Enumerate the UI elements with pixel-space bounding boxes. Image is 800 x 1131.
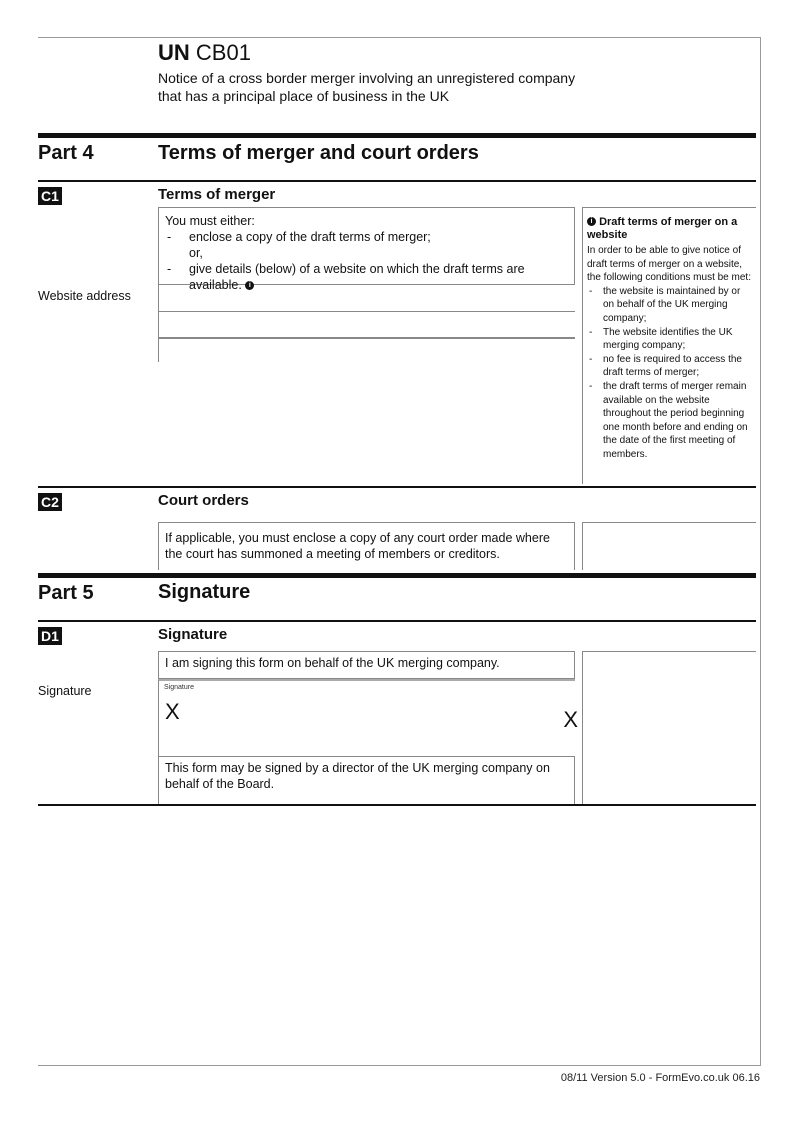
form-code-bold: UN [158, 40, 190, 65]
c1-instructions [158, 207, 575, 292]
info-icon: i [245, 281, 254, 290]
d1-title: Signature [158, 626, 228, 643]
c1-side-intro: In order to be able to give notice of draft terms of merger on a website, the following conditions must be met: [587, 245, 751, 284]
website-address-label: Website address [38, 289, 131, 303]
c2-side-panel [582, 522, 756, 570]
part5-label: Part 5 [38, 582, 94, 604]
d1-rule [38, 620, 756, 622]
website-address-field-2[interactable] [158, 312, 575, 338]
d1-badge: D1 [38, 627, 62, 645]
c1-side-condition: the website is maintained by or on behalf of the UK merging company; [603, 285, 741, 324]
d1-note: This form may be signed by a director of the UK merging company on behalf of the Board. [158, 756, 575, 804]
c2-badge: C2 [38, 493, 62, 511]
c1-rule [38, 180, 756, 182]
form-description-line1: Notice of a cross border merger involving an unregistered company [158, 70, 576, 86]
signature-start-x: X [165, 699, 180, 724]
d1-bottom-rule [38, 804, 756, 806]
signature-caption: Signature [164, 684, 194, 691]
d1-statement: I am signing this form on behalf of the UK merging company. [158, 651, 575, 679]
part5-rule [38, 573, 756, 578]
signature-end-x: X [563, 707, 578, 732]
footer-version: 08/11 Version 5.0 - FormEvo.co.uk 06.16 [560, 1072, 760, 1084]
c1-instructions-lead: You must either: [165, 214, 255, 228]
part5-title: Signature [158, 581, 251, 603]
form-description-line2: that has a principal place of business in the UK [158, 88, 450, 104]
website-address-field-3[interactable] [158, 338, 575, 362]
part4-title: Terms of merger and court orders [158, 142, 479, 164]
c1-or: or, [189, 246, 203, 260]
c1-side-panel [582, 207, 756, 484]
c1-title: Terms of merger [158, 186, 276, 203]
signature-label: Signature [38, 684, 92, 698]
part4-rule [38, 133, 756, 138]
c2-text: If applicable, you must enclose a copy of any court order made where the court has summoned a meeting of members or creditors. [158, 522, 575, 570]
c2-title: Court orders [158, 492, 249, 509]
side-info-icon: i [587, 217, 596, 226]
c1-option1: enclose a copy of the draft terms of merger; [189, 230, 431, 244]
form-code [158, 40, 251, 66]
part4-label: Part 4 [38, 142, 94, 164]
c1-side-condition: The website identifies the UK merging company; [603, 326, 733, 352]
c1-side-condition: the draft terms of merger remain available on the website throughout the period beginning one month before and ending on the date of the first meeting of members. [603, 380, 748, 460]
c1-side-condition: no fee is required to access the draft terms of merger; [603, 353, 742, 379]
form-code-rest: CB01 [195, 40, 251, 65]
signature-field[interactable] [158, 679, 578, 756]
form-description [158, 69, 618, 105]
d1-side-panel [582, 651, 756, 804]
c2-rule [38, 486, 756, 488]
c1-side-title: i Draft terms of merger on a website [587, 216, 738, 241]
website-address-field-1[interactable] [158, 285, 575, 312]
c1-option2: give details (below) of a website on which the draft terms are available. [189, 262, 525, 292]
c1-badge: C1 [38, 187, 62, 205]
